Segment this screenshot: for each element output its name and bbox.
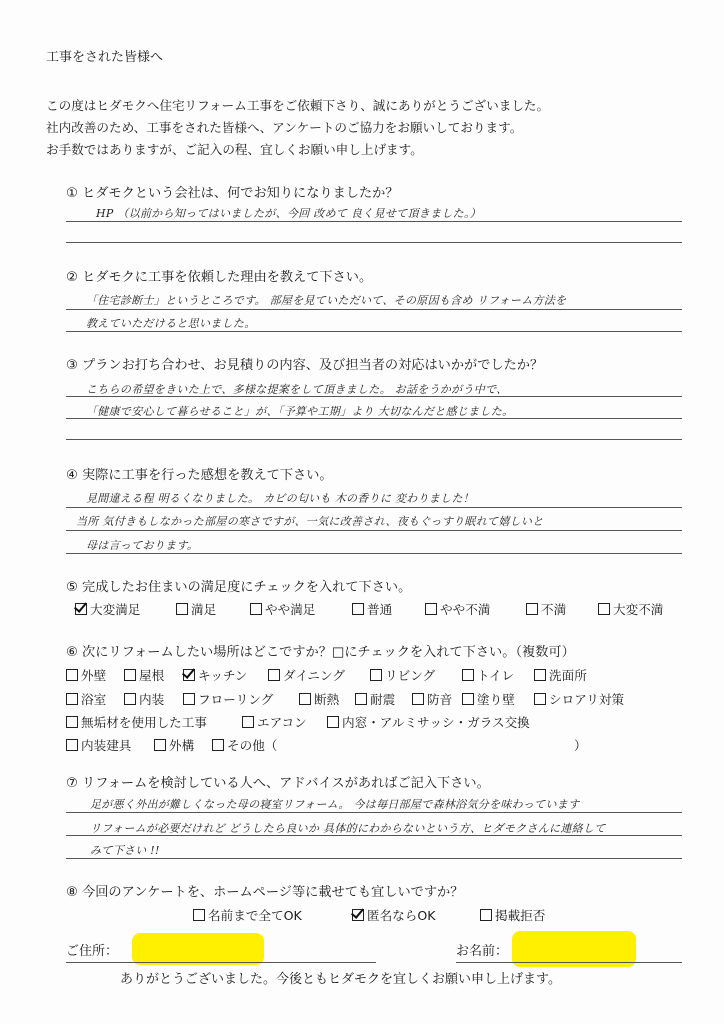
answer-line [66,221,682,222]
option-washroom[interactable]: 洗面所 [534,665,587,684]
intro-line-2: 社内改善のため、工事をされた皆様へ、アンケートのご協力をお願いしております。 [46,120,523,135]
question-4: ④ 実際に工事を行った感想を教えて下さい。 [66,468,333,483]
checkbox[interactable] [176,603,188,615]
option-decline[interactable]: 掲載拒否 [480,905,545,924]
checkbox[interactable] [66,716,78,728]
option-exterior[interactable]: 外構 [154,735,194,754]
answer-4-line-1: 見間違える程 明るくなりました。 カビの匂いも 木の香りに 変わりました！ [86,492,475,505]
checkbox[interactable] [352,909,364,921]
question-7: ⑦ リフォームを検討している人へ、アドバイスがあればご記入下さい。 [66,776,490,791]
question-2: ② ヒダモクに工事を依頼した理由を教えて下さい。 [66,270,373,285]
checkbox[interactable] [355,693,367,705]
checkbox[interactable] [534,693,546,705]
option-very-satisfied[interactable]: 大変満足 [75,599,140,618]
checkbox[interactable] [75,603,87,615]
address-redaction [132,933,264,965]
option-satisfied[interactable]: 満足 [176,599,216,618]
answer-7-line-1: 足が悪く外出が難しくなった母の寝室リフォーム。 今は毎日部屋で森林浴気分を味わっています [90,798,580,811]
checkbox[interactable] [462,693,474,705]
intro-line-3: お手数ではありますが、ご記入の程、宜しくお願い申し上げます。 [46,142,423,157]
intro-line-1: この度はヒダモクへ住宅リフォーム工事をご依頼下さり、誠にありがとうございました。 [46,98,550,113]
answer-line [66,309,682,310]
checkbox[interactable] [352,603,364,615]
option-name-ok[interactable]: 名前まで全てOK [193,905,302,924]
option-roof[interactable]: 屋根 [124,665,164,684]
option-plaster-wall[interactable]: 塗り壁 [462,689,515,708]
option-living[interactable]: リビング [370,665,435,684]
close-paren: ） [574,738,587,753]
answer-line [66,812,682,813]
option-neutral[interactable]: 普通 [352,599,392,618]
option-dissatisfied[interactable]: 不満 [526,599,566,618]
option-other[interactable]: その他（ [212,735,277,754]
option-insulation[interactable]: 断熱 [299,689,339,708]
checkbox[interactable] [598,603,610,615]
checkbox[interactable] [268,669,280,681]
option-windows[interactable]: 内窓・アルミサッシ・ガラス交換 [327,712,530,731]
question-3: ③ プランお打ち合わせ、お見積りの内容、及び担当者の対応はいかがでしたか？ [66,358,544,373]
option-aircon[interactable]: エアコン [242,712,307,731]
answer-2-line-2: 教えていただけると思いました。 [86,317,256,330]
answer-line [66,507,682,508]
answer-line [66,553,682,554]
checkbox[interactable] [66,739,78,751]
checkbox[interactable] [154,739,166,751]
answer-line [66,331,682,332]
option-solid-wood[interactable]: 無垢材を使用した工事 [66,712,207,731]
checkbox[interactable] [242,716,254,728]
answer-3-line-2: 「健康で安心して暮らせること」が、「予算や工期」より 大切なんだと感じました。 [86,405,514,418]
address-line [66,962,376,963]
option-interior[interactable]: 内装 [124,689,164,708]
option-dining[interactable]: ダイニング [268,665,345,684]
option-kitchen[interactable]: キッチン [183,665,248,684]
checkbox[interactable] [370,669,382,681]
answer-line [66,439,682,440]
checkbox[interactable] [124,669,136,681]
option-toilet[interactable]: トイレ [462,665,514,684]
thanks-message: ありがとうございました。今後ともヒダモクを宜しくお願い申し上げます。 [120,972,561,987]
question-1: ① ヒダモクという会社は、何でお知りになりましたか？ [66,186,399,201]
checkbox[interactable] [193,909,205,921]
answer-1-line-1: HP （以前から知ってはいましたが、今回 改めて 良く見せて頂きました。） [96,207,482,220]
option-somewhat-satisfied[interactable]: やや満足 [250,599,315,618]
question-8: ⑧ 今回のアンケートを、ホームページ等に載せても宜しいですか？ [66,885,464,900]
checkbox[interactable] [212,739,224,751]
option-termite[interactable]: シロアリ対策 [534,689,624,708]
name-label: お名前： [456,944,509,959]
page-title: 工事をされた皆様へ [46,50,164,65]
question-6: ⑥ 次にリフォームしたい場所はどこですか？□にチェックを入れて下さい。（複数可） [66,645,575,660]
checkbox[interactable] [412,693,424,705]
answer-line [66,418,682,419]
answer-7-line-2: リフォームが必要だけれど どうしたら良いか 具体的にわからないという方、ヒダモクさんに連絡して [90,822,606,835]
option-somewhat-dissatisfied[interactable]: やや不満 [425,599,490,618]
checkbox[interactable] [66,693,78,705]
address-label: ご住所： [66,944,119,959]
option-very-dissatisfied[interactable]: 大変不満 [598,599,663,618]
option-anonymous-ok[interactable]: 匿名ならOK [352,905,436,924]
option-soundproof[interactable]: 防音 [412,689,452,708]
checkbox[interactable] [66,669,78,681]
option-exterior-wall[interactable]: 外壁 [66,665,106,684]
checkbox[interactable] [425,603,437,615]
question-5: ⑤ 完成したお住まいの満足度にチェックを入れて下さい。 [66,580,412,595]
answer-3-line-1: こちらの希望をきいた上で、多様な提案をして頂きました。 お話をうかがう中で、 [86,383,508,396]
answer-4-line-3: 母は言っております。 [86,539,199,552]
option-bathroom[interactable]: 浴室 [66,689,106,708]
checkbox[interactable] [526,603,538,615]
answer-2-line-1: 「住宅診断士」というところです。 部屋を見ていただいて、その原因も含め リフォーム方法を [86,294,567,307]
checkbox[interactable] [250,603,262,615]
option-seismic[interactable]: 耐震 [355,689,395,708]
checkbox[interactable] [534,669,546,681]
option-flooring[interactable]: フローリング [183,689,273,708]
answer-line [66,530,682,531]
answer-line [66,858,682,859]
checkbox[interactable] [124,693,136,705]
checkbox[interactable] [183,693,195,705]
checkbox[interactable] [299,693,311,705]
answer-line [66,396,682,397]
checkbox[interactable] [183,669,195,681]
checkbox[interactable] [327,716,339,728]
option-interior-fittings[interactable]: 内装建具 [66,735,131,754]
answer-7-line-3: みて下さい !! [90,844,160,857]
answer-line [66,242,682,243]
answer-line [66,835,682,836]
answer-4-line-2: 当所 気付きもしなかった部屋の寒さですが、一気に改善され、夜もぐっすり眠れて嬉しいと [76,515,544,528]
checkbox[interactable] [480,909,492,921]
checkbox[interactable] [462,669,474,681]
name-line [456,962,682,963]
